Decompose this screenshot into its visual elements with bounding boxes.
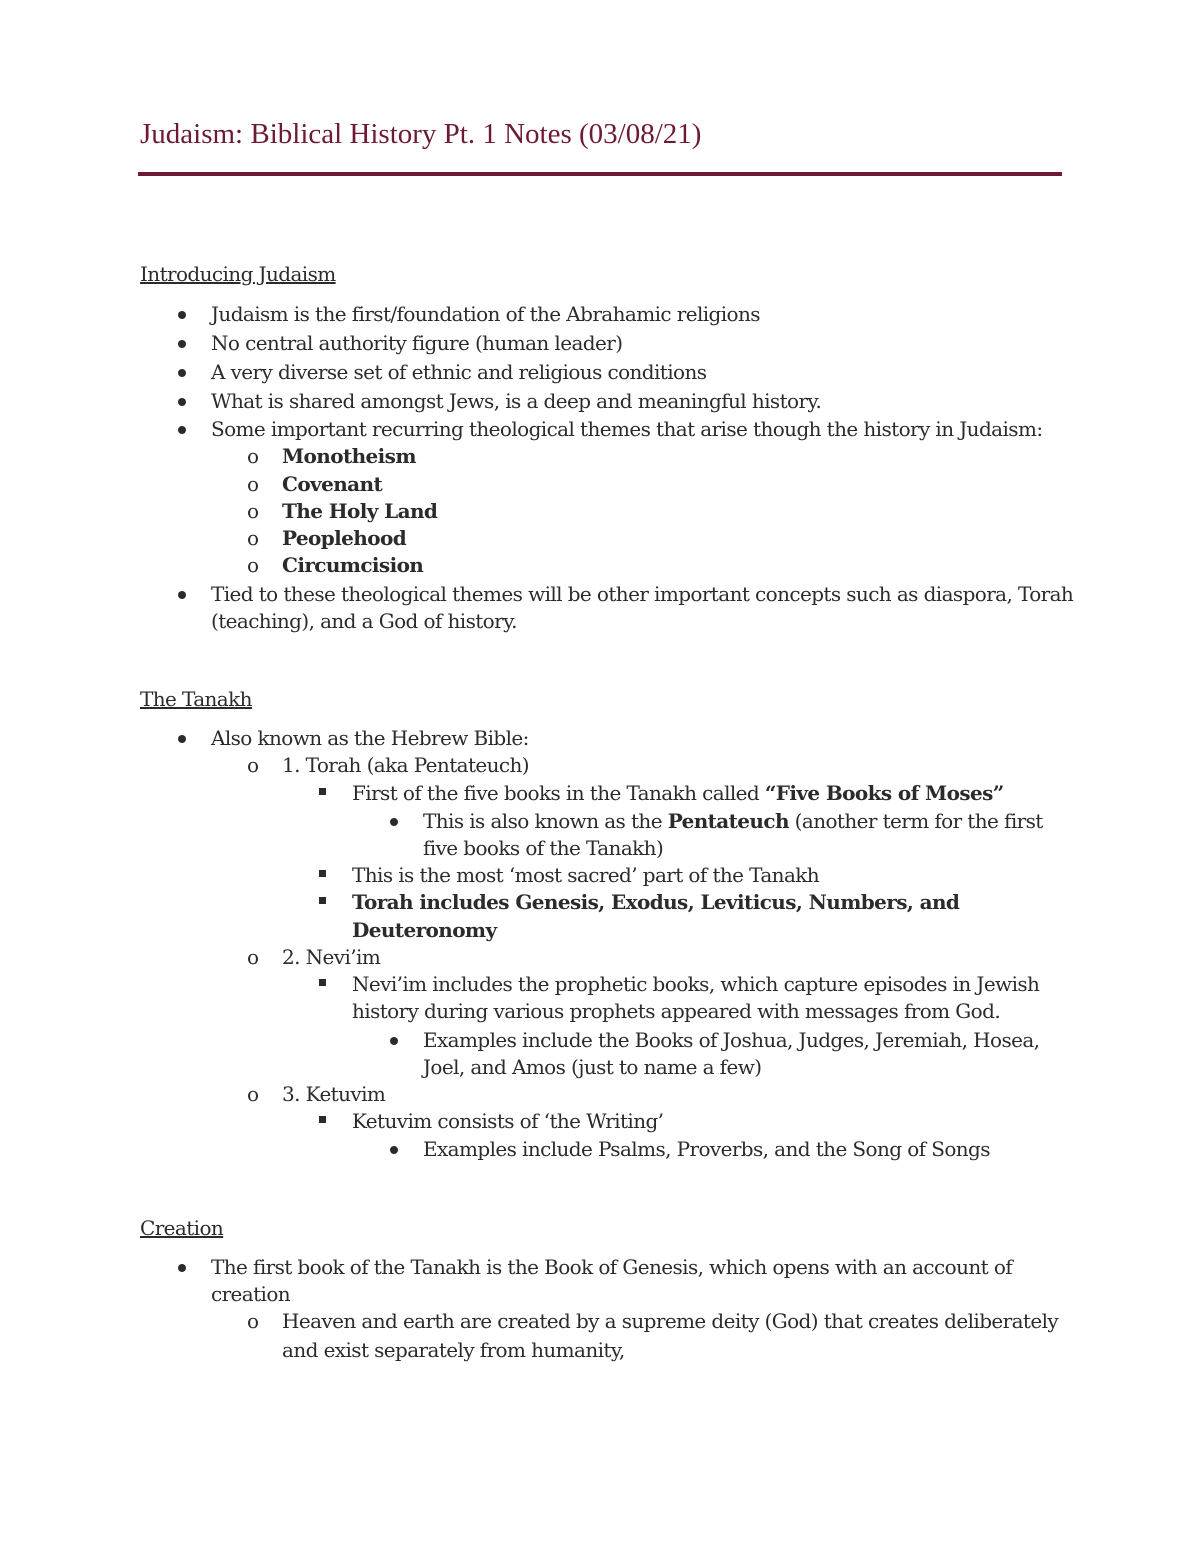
bullet-disc-icon [178, 369, 186, 377]
bullet-circle-icon: o [247, 472, 260, 496]
bullet-square-icon [319, 788, 326, 795]
bullet-disc-icon [390, 1037, 398, 1045]
list-item: Judaism is the first/foundation of the Abrahamic religions [211, 302, 760, 326]
theme-item: Covenant [282, 472, 383, 496]
section-heading-creation: Creation [140, 1216, 224, 1240]
bullet-circle-icon: o [247, 945, 260, 969]
bullet-circle-icon: o [247, 444, 260, 468]
list-item: Some important recurring theological themes that arise though the history in Judaism: [211, 417, 1043, 441]
bullet-disc-icon [390, 818, 398, 826]
bullet-disc-icon [390, 1146, 398, 1154]
creation-subitem-line: Heaven and earth are created by a supreme deity (God) that creates deliberately [282, 1309, 1059, 1333]
torah-includes-line: Torah includes Genesis, Exodus, Leviticus, Numbers, and [352, 890, 960, 914]
list-item: Also known as the Hebrew Bible: [211, 726, 529, 750]
bullet-disc-icon [178, 340, 186, 348]
torah-includes-continuation: Deuteronomy [352, 918, 497, 942]
list-item: No central authority figure (human leader) [211, 331, 623, 355]
section-heading-intro: Introducing Judaism [140, 262, 336, 286]
torah-first-line: First of the five books in the Tanakh called “Five Books of Moses” [352, 781, 1004, 805]
subitem-neviim: 2. Nevi’im [282, 945, 381, 969]
bullet-disc-icon [178, 1264, 186, 1272]
creation-item-line: The first book of the Tanakh is the Book of Genesis, which opens with an account of [211, 1255, 1013, 1279]
subitem-ketuvim: 3. Ketuvim [282, 1082, 386, 1106]
pentateuch-line: This is also known as the Pentateuch (another term for the first [423, 809, 1043, 833]
neviim-desc-line: Nevi’im includes the prophetic books, which capture episodes in Jewish [352, 972, 1040, 996]
list-item: Tied to these theological themes will be other important concepts such as diaspora, Torah [211, 582, 1074, 606]
creation-item-continuation: creation [211, 1282, 291, 1306]
ketuvim-examples-line: Examples include Psalms, Proverbs, and the Song of Songs [423, 1137, 990, 1161]
neviim-examples-line: Examples include the Books of Joshua, Judges, Jeremiah, Hosea, [423, 1028, 1040, 1052]
theme-item: Peoplehood [282, 526, 407, 550]
bullet-disc-icon [178, 311, 186, 319]
bullet-square-icon [319, 979, 326, 986]
bullet-square-icon [319, 1116, 326, 1123]
bullet-disc-icon [178, 591, 186, 599]
torah-sacred-line: This is the most ‘most sacred’ part of the Tanakh [352, 863, 820, 887]
bullet-square-icon [319, 897, 326, 904]
bullet-disc-icon [178, 398, 186, 406]
bullet-disc-icon [178, 426, 186, 434]
bullet-disc-icon [178, 735, 186, 743]
bullet-square-icon [319, 870, 326, 877]
list-item: What is shared amongst Jews, is a deep and meaningful history. [211, 389, 822, 413]
bullet-circle-icon: o [247, 1082, 260, 1106]
creation-subitem-continuation: and exist separately from humanity, [282, 1338, 625, 1362]
neviim-examples-continuation: Joel, and Amos (just to name a few) [423, 1055, 762, 1079]
pentateuch-line-continuation: five books of the Tanakh) [423, 836, 664, 860]
list-item: A very diverse set of ethnic and religious conditions [211, 360, 707, 384]
neviim-desc-continuation: history during various prophets appeared with messages from God. [352, 999, 1001, 1023]
bullet-circle-icon: o [247, 499, 260, 523]
bullet-circle-icon: o [247, 526, 260, 550]
list-item-continuation: (teaching), and a God of history. [211, 609, 517, 633]
theme-item: The Holy Land [282, 499, 438, 523]
theme-item: Circumcision [282, 553, 424, 577]
bullet-circle-icon: o [247, 1309, 260, 1333]
subitem-torah: 1. Torah (aka Pentateuch) [282, 753, 529, 777]
page-title: Judaism: Biblical History Pt. 1 Notes (03/08/21) [140, 118, 702, 150]
bullet-circle-icon: o [247, 753, 260, 777]
section-heading-tanakh: The Tanakh [140, 687, 252, 711]
theme-item: Monotheism [282, 444, 416, 468]
bullet-circle-icon: o [247, 553, 260, 577]
title-divider [138, 172, 1062, 176]
ketuvim-desc-line: Ketuvim consists of ‘the Writing’ [352, 1109, 664, 1133]
